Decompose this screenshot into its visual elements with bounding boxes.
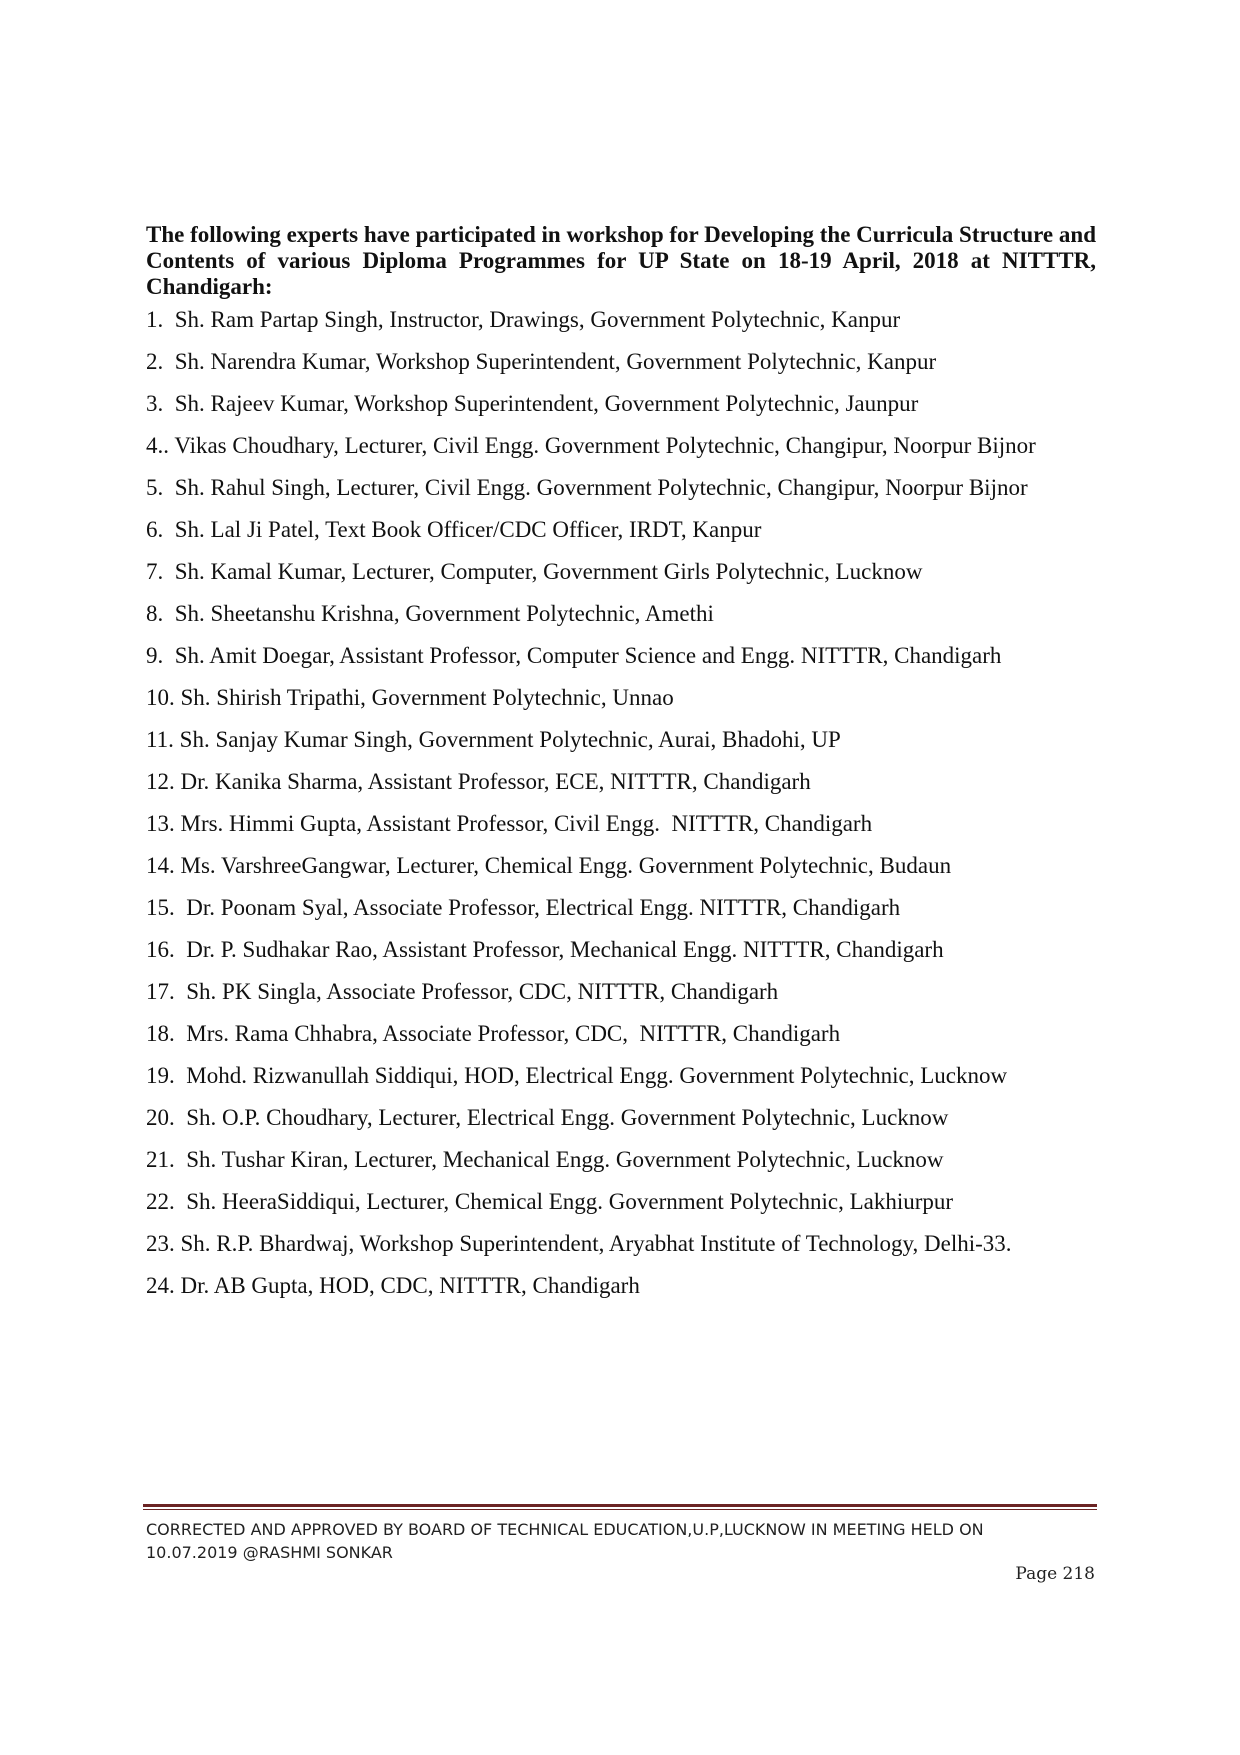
expert-list-item: 15. Dr. Poonam Syal, Associate Professor, Electrical Engg. NITTTR, Chandigarh [146,895,901,920]
expert-list-item: 9. Sh. Amit Doegar, Assistant Professor, Computer Science and Engg. NITTTR, Chandigarh [146,643,1002,668]
expert-list-item: 11. Sh. Sanjay Kumar Singh, Government Polytechnic, Aurai, Bhadohi, UP [146,727,841,752]
expert-list-item: 6. Sh. Lal Ji Patel, Text Book Officer/CDC Officer, IRDT, Kanpur [146,517,762,542]
expert-list-item: 20. Sh. O.P. Choudhary, Lecturer, Electrical Engg. Government Polytechnic, Lucknow [146,1105,949,1130]
expert-list-item: 5. Sh. Rahul Singh, Lecturer, Civil Engg. Government Polytechnic, Changipur, Noorpur Bijnor [146,475,1028,500]
expert-list-item: 3. Sh. Rajeev Kumar, Workshop Superintendent, Government Polytechnic, Jaunpur [146,391,919,416]
expert-list-item: 7. Sh. Kamal Kumar, Lecturer, Computer, Government Girls Polytechnic, Lucknow [146,559,923,584]
footer-divider-thick-line [143,1504,1097,1507]
expert-list-item: 4.. Vikas Choudhary, Lecturer, Civil Engg. Government Polytechnic, Changipur, Noorpur Bijnor [146,433,1036,458]
footer-divider [143,1504,1097,1512]
workshop-heading: The following experts have participated in workshop for Developing the Curricula Structure and Contents of various Diploma Programmes for UP State on 18-19 April, 2018 at NITTTR, Chandigarh: [146,222,1096,299]
footer-note-line-2: 10.07.2019 @RASHMI SONKAR [146,1543,393,1562]
footer-divider-thin-line [143,1509,1097,1510]
expert-list-item: 23. Sh. R.P. Bhardwaj, Workshop Superintendent, Aryabhat Institute of Technology, Delhi-33. [146,1231,1012,1256]
expert-list-item: 22. Sh. HeeraSiddiqui, Lecturer, Chemical Engg. Government Polytechnic, Lakhiurpur [146,1189,954,1214]
experts-list [146,299,1146,1307]
expert-list-item: 8. Sh. Sheetanshu Krishna, Government Polytechnic, Amethi [146,601,714,626]
expert-list-item: 19. Mohd. Rizwanullah Siddiqui, HOD, Electrical Engg. Government Polytechnic, Lucknow [146,1063,1008,1088]
expert-list-item: 18. Mrs. Rama Chhabra, Associate Professor, CDC, NITTTR, Chandigarh [146,1021,841,1046]
expert-list-item: 10. Sh. Shirish Tripathi, Government Polytechnic, Unnao [146,685,674,710]
expert-list-item: 2. Sh. Narendra Kumar, Workshop Superintendent, Government Polytechnic, Kanpur [146,349,937,374]
footer-approval-note [146,1518,1106,1564]
expert-list-item: 12. Dr. Kanika Sharma, Assistant Professor, ECE, NITTTR, Chandigarh [146,769,811,794]
expert-list-item: 14. Ms. VarshreeGangwar, Lecturer, Chemical Engg. Government Polytechnic, Budaun [146,853,952,878]
page-number: Page 218 [1015,1564,1095,1584]
expert-list-item: 16. Dr. P. Sudhakar Rao, Assistant Professor, Mechanical Engg. NITTTR, Chandigarh [146,937,944,962]
expert-list-item: 13. Mrs. Himmi Gupta, Assistant Professor, Civil Engg. NITTTR, Chandigarh [146,811,873,836]
expert-list-item: 1. Sh. Ram Partap Singh, Instructor, Drawings, Government Polytechnic, Kanpur [146,307,901,332]
expert-list-item: 21. Sh. Tushar Kiran, Lecturer, Mechanical Engg. Government Polytechnic, Lucknow [146,1147,944,1172]
expert-list-item: 24. Dr. AB Gupta, HOD, CDC, NITTTR, Chandigarh [146,1273,640,1298]
expert-list-item: 17. Sh. PK Singla, Associate Professor, CDC, NITTTR, Chandigarh [146,979,779,1004]
footer-note-line-1: CORRECTED AND APPROVED BY BOARD OF TECHNICAL EDUCATION,U.P,LUCKNOW IN MEETING HELD ON [146,1520,984,1539]
